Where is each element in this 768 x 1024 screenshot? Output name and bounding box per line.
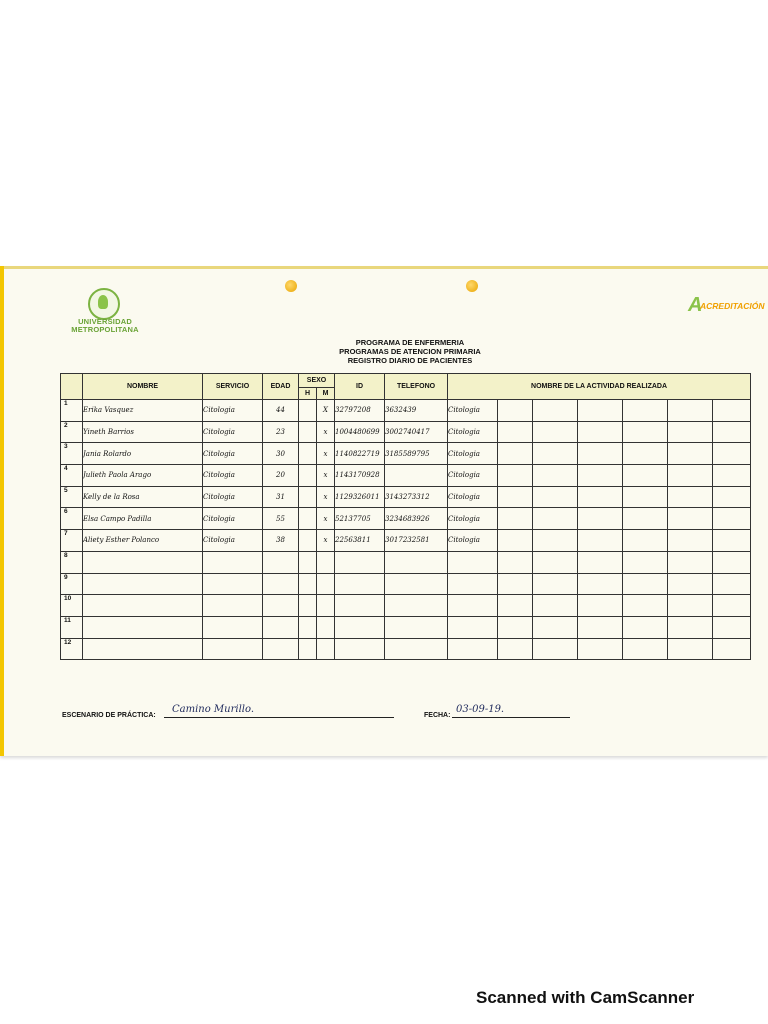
nombre-cell [83, 616, 203, 638]
actividad-extra-cell [498, 465, 533, 487]
telefono-cell [385, 573, 448, 595]
fecha-line [452, 717, 570, 718]
servicio-cell [203, 551, 263, 573]
id-cell: 1143170928 [335, 465, 385, 487]
actividad-cell [448, 616, 498, 638]
table-row [61, 573, 751, 595]
telefono-cell [385, 595, 448, 617]
actividad-extra-cell [623, 443, 668, 465]
actividad-cell: Citologia [448, 508, 498, 530]
telefono-cell: 3234683926 [385, 508, 448, 530]
actividad-extra-cell [498, 443, 533, 465]
table-row [61, 551, 751, 573]
row-number: 7 [61, 530, 83, 552]
fecha-label: FECHA: [424, 712, 451, 719]
table-row [61, 400, 751, 422]
actividad-extra-cell [498, 551, 533, 573]
sexo-h-cell [299, 551, 317, 573]
header-sexo-h: H [299, 388, 317, 400]
form-title-line-2: PROGRAMAS DE ATENCION PRIMARIA [339, 347, 481, 356]
punch-hole-right [466, 280, 478, 292]
row-number: 8 [61, 551, 83, 573]
table-row [61, 638, 751, 660]
actividad-extra-cell [713, 573, 751, 595]
edad-cell: 44 [263, 400, 299, 422]
edad-cell: 23 [263, 421, 299, 443]
table-row [61, 530, 751, 552]
row-number: 2 [61, 421, 83, 443]
nombre-cell: Elsa Campo Padilla [83, 508, 203, 530]
nombre-cell [83, 551, 203, 573]
sexo-m-cell [317, 573, 335, 595]
servicio-cell: Citologia [203, 400, 263, 422]
paper-edge [0, 266, 768, 269]
sexo-m-cell: x [317, 465, 335, 487]
row-number: 4 [61, 465, 83, 487]
actividad-extra-cell [533, 616, 578, 638]
nombre-cell: Erika Vasquez [83, 400, 203, 422]
actividad-extra-cell [498, 595, 533, 617]
actividad-extra-cell [668, 616, 713, 638]
actividad-extra-cell [668, 573, 713, 595]
actividad-extra-cell [533, 465, 578, 487]
accreditation-logo [688, 294, 768, 318]
sexo-m-cell [317, 616, 335, 638]
actividad-extra-cell [713, 421, 751, 443]
actividad-cell: Citologia [448, 465, 498, 487]
sexo-h-cell [299, 443, 317, 465]
sexo-m-cell: X [317, 400, 335, 422]
actividad-extra-cell [713, 400, 751, 422]
actividad-extra-cell [578, 508, 623, 530]
actividad-extra-cell [578, 530, 623, 552]
sexo-h-cell [299, 421, 317, 443]
actividad-extra-cell [713, 465, 751, 487]
sexo-m-cell [317, 595, 335, 617]
edad-cell [263, 616, 299, 638]
sexo-h-cell [299, 508, 317, 530]
sexo-h-cell [299, 400, 317, 422]
edad-cell: 31 [263, 486, 299, 508]
actividad-extra-cell [713, 530, 751, 552]
actividad-extra-cell [578, 551, 623, 573]
actividad-extra-cell [498, 530, 533, 552]
fecha-value: 03-09-19. [456, 704, 505, 715]
id-cell [335, 616, 385, 638]
actividad-extra-cell [498, 573, 533, 595]
id-cell: 1004480699 [335, 421, 385, 443]
sexo-m-cell: x [317, 421, 335, 443]
accreditation-mark-icon: A [688, 294, 703, 316]
actividad-extra-cell [533, 400, 578, 422]
edad-cell [263, 573, 299, 595]
actividad-extra-cell [713, 551, 751, 573]
actividad-extra-cell [498, 508, 533, 530]
actividad-extra-cell [533, 638, 578, 660]
patient-register-table [60, 373, 751, 660]
camscanner-watermark: Scanned with CamScanner [476, 988, 695, 1007]
sexo-m-cell: x [317, 530, 335, 552]
actividad-extra-cell [623, 508, 668, 530]
actividad-extra-cell [498, 616, 533, 638]
actividad-extra-cell [713, 508, 751, 530]
sexo-h-cell [299, 486, 317, 508]
nombre-cell: Yineth Barrios [83, 421, 203, 443]
actividad-extra-cell [533, 530, 578, 552]
actividad-cell [448, 573, 498, 595]
actividad-extra-cell [623, 551, 668, 573]
form-sheet [0, 266, 768, 756]
row-number: 9 [61, 573, 83, 595]
nombre-cell [83, 595, 203, 617]
actividad-cell [448, 638, 498, 660]
university-emblem-icon [88, 288, 120, 320]
actividad-extra-cell [578, 443, 623, 465]
header-telefono: TELEFONO [385, 374, 448, 400]
actividad-extra-cell [578, 421, 623, 443]
header-nombre: NOMBRE [83, 374, 203, 400]
id-cell: 1129326011 [335, 486, 385, 508]
actividad-extra-cell [668, 400, 713, 422]
nombre-cell [83, 573, 203, 595]
actividad-extra-cell [533, 443, 578, 465]
row-number: 12 [61, 638, 83, 660]
edad-cell: 55 [263, 508, 299, 530]
sexo-h-cell [299, 616, 317, 638]
actividad-extra-cell [713, 616, 751, 638]
actividad-cell [448, 551, 498, 573]
id-cell [335, 551, 385, 573]
table-row [61, 486, 751, 508]
servicio-cell [203, 616, 263, 638]
id-cell [335, 573, 385, 595]
telefono-cell [385, 551, 448, 573]
row-number: 11 [61, 616, 83, 638]
actividad-extra-cell [533, 595, 578, 617]
nombre-cell: Kelly de la Rosa [83, 486, 203, 508]
id-cell: 22563811 [335, 530, 385, 552]
telefono-cell: 3143273312 [385, 486, 448, 508]
nombre-cell: Aliety Esther Polanco [83, 530, 203, 552]
telefono-cell: 3002740417 [385, 421, 448, 443]
actividad-extra-cell [623, 465, 668, 487]
row-number: 6 [61, 508, 83, 530]
nombre-cell: Jania Rolardo [83, 443, 203, 465]
escenario-label: ESCENARIO DE PRÁCTICA: [62, 712, 156, 719]
actividad-cell: Citologia [448, 421, 498, 443]
actividad-extra-cell [668, 530, 713, 552]
actividad-extra-cell [668, 638, 713, 660]
id-cell [335, 638, 385, 660]
actividad-extra-cell [578, 400, 623, 422]
sexo-m-cell [317, 638, 335, 660]
sexo-m-cell: x [317, 486, 335, 508]
id-cell: 32797208 [335, 400, 385, 422]
actividad-cell: Citologia [448, 530, 498, 552]
actividad-extra-cell [533, 508, 578, 530]
university-logo [60, 288, 150, 332]
actividad-extra-cell [713, 638, 751, 660]
telefono-cell: 3017232581 [385, 530, 448, 552]
edad-cell: 30 [263, 443, 299, 465]
actividad-extra-cell [623, 400, 668, 422]
telefono-cell [385, 638, 448, 660]
actividad-extra-cell [498, 400, 533, 422]
actividad-cell: Citologia [448, 486, 498, 508]
escenario-value: Camino Murillo. [172, 704, 255, 715]
id-cell [335, 595, 385, 617]
telefono-cell: 3185589795 [385, 443, 448, 465]
row-number: 1 [61, 400, 83, 422]
actividad-extra-cell [533, 486, 578, 508]
actividad-extra-cell [623, 421, 668, 443]
actividad-extra-cell [623, 616, 668, 638]
edad-cell: 38 [263, 530, 299, 552]
actividad-extra-cell [498, 486, 533, 508]
sexo-h-cell [299, 465, 317, 487]
servicio-cell: Citologia [203, 465, 263, 487]
escenario-line [164, 717, 394, 718]
sexo-m-cell [317, 551, 335, 573]
servicio-cell [203, 638, 263, 660]
actividad-extra-cell [533, 421, 578, 443]
servicio-cell: Citologia [203, 486, 263, 508]
table-row [61, 508, 751, 530]
actividad-extra-cell [578, 595, 623, 617]
actividad-extra-cell [713, 443, 751, 465]
actividad-extra-cell [623, 638, 668, 660]
sexo-m-cell: x [317, 508, 335, 530]
actividad-cell: Citologia [448, 400, 498, 422]
actividad-extra-cell [533, 551, 578, 573]
table-row [61, 616, 751, 638]
servicio-cell: Citologia [203, 530, 263, 552]
actividad-extra-cell [578, 465, 623, 487]
actividad-extra-cell [578, 573, 623, 595]
table-row [61, 443, 751, 465]
actividad-extra-cell [668, 595, 713, 617]
servicio-cell [203, 573, 263, 595]
servicio-cell: Citologia [203, 421, 263, 443]
nombre-cell [83, 638, 203, 660]
yellow-folder-edge [0, 266, 4, 756]
telefono-cell [385, 616, 448, 638]
header-sexo-m: M [317, 388, 335, 400]
header-id: ID [335, 374, 385, 400]
sexo-h-cell [299, 530, 317, 552]
edad-cell: 20 [263, 465, 299, 487]
sexo-h-cell [299, 638, 317, 660]
row-number: 5 [61, 486, 83, 508]
row-number: 3 [61, 443, 83, 465]
form-title-line-1: PROGRAMA DE ENFERMERIA [355, 338, 465, 347]
actividad-extra-cell [668, 486, 713, 508]
header-actividad: NOMBRE DE LA ACTIVIDAD REALIZADA [448, 374, 751, 400]
form-title-line-3: REGISTRO DIARIO DE PACIENTES [347, 356, 473, 365]
actividad-extra-cell [668, 465, 713, 487]
actividad-extra-cell [713, 486, 751, 508]
sexo-h-cell [299, 573, 317, 595]
header-servicio: SERVICIO [203, 374, 263, 400]
edad-cell [263, 551, 299, 573]
actividad-extra-cell [623, 530, 668, 552]
id-cell: 52137705 [335, 508, 385, 530]
header-number [61, 374, 83, 400]
actividad-extra-cell [578, 638, 623, 660]
servicio-cell: Citologia [203, 508, 263, 530]
header-sexo: SEXO [299, 374, 335, 388]
actividad-extra-cell [578, 486, 623, 508]
header-edad: EDAD [263, 374, 299, 400]
punch-hole-left [285, 280, 297, 292]
edad-cell [263, 638, 299, 660]
table-row [61, 465, 751, 487]
actividad-extra-cell [668, 508, 713, 530]
actividad-extra-cell [623, 486, 668, 508]
actividad-cell: Citologia [448, 443, 498, 465]
actividad-extra-cell [668, 443, 713, 465]
university-name: UNIVERSIDAD METROPOLITANA [71, 317, 139, 334]
nombre-cell: Julieth Paola Arago [83, 465, 203, 487]
edad-cell [263, 595, 299, 617]
sexo-m-cell: x [317, 443, 335, 465]
actividad-extra-cell [623, 573, 668, 595]
actividad-extra-cell [713, 595, 751, 617]
accreditation-text: ACREDITACIÓN [700, 301, 765, 311]
actividad-extra-cell [533, 573, 578, 595]
id-cell: 1140822719 [335, 443, 385, 465]
actividad-extra-cell [498, 421, 533, 443]
actividad-cell [448, 595, 498, 617]
actividad-extra-cell [668, 421, 713, 443]
telefono-cell: 3632439 [385, 400, 448, 422]
servicio-cell: Citologia [203, 443, 263, 465]
telefono-cell [385, 465, 448, 487]
table-row [61, 421, 751, 443]
table-row [61, 595, 751, 617]
actividad-extra-cell [668, 551, 713, 573]
actividad-extra-cell [578, 616, 623, 638]
sexo-h-cell [299, 595, 317, 617]
row-number: 10 [61, 595, 83, 617]
actividad-extra-cell [623, 595, 668, 617]
servicio-cell [203, 595, 263, 617]
actividad-extra-cell [498, 638, 533, 660]
